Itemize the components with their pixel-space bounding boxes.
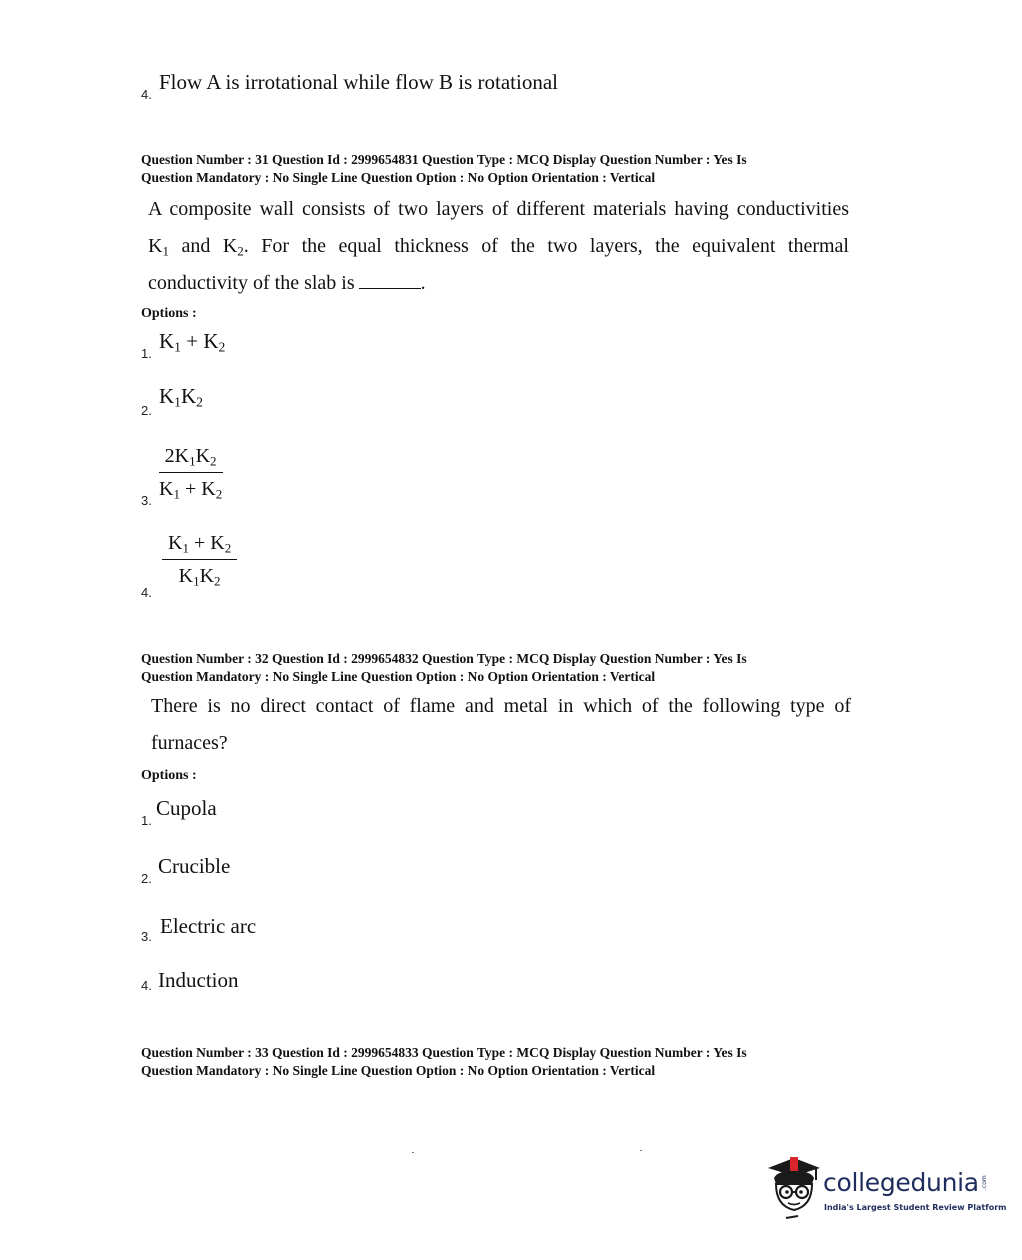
answer-blank — [359, 274, 421, 289]
logo-wordmark: collegedunia — [823, 1168, 979, 1197]
q31-option-3-fraction — [153, 442, 228, 503]
q32-question-text — [151, 688, 851, 762]
q31-meta-line2: Question Mandatory : No Single Line Question Option : No Option Orientation : Vertical — [141, 170, 656, 185]
fraction-denominator: $K_1 + K_2$ — [159, 478, 223, 502]
prev-option-4-text: Flow A is irrotational while flow B is rotational — [159, 70, 558, 94]
collegedunia-logo — [764, 1154, 1007, 1224]
q31-meta-line1: Question Number : 31 Question Id : 2999654831 Question Type : MCQ Display Question Number : Yes Is — [141, 152, 747, 167]
q31-text-line2: $K_1$ and $K_2$. For the equal thickness of the two layers, the equivalent thermal — [148, 235, 849, 259]
scan-artifact — [640, 1150, 642, 1151]
logo-tagline: India's Largest Student Review Platform — [824, 1203, 1007, 1212]
q32-meta-line1: Question Number : 32 Question Id : 2999654832 Question Type : MCQ Display Question Number : Yes Is — [141, 651, 747, 666]
fraction-denominator: $K_1K_2$ — [178, 565, 221, 589]
q31-options-label: Options : — [141, 306, 197, 321]
q32-text-line2: furnaces? — [151, 732, 228, 754]
q32-option-4-number: 4. — [141, 978, 152, 993]
q31-text-line1: A composite wall consists of two layers of different materials having conductivities — [148, 198, 849, 220]
logo-domain-suffix: .com — [981, 1175, 988, 1190]
q31-option-1-formula: $K_1 + K_2$ — [159, 329, 226, 355]
q32-option-2-number: 2. — [141, 871, 152, 886]
q33-meta-line2: Question Mandatory : No Single Line Question Option : No Option Orientation : Vertical — [141, 1063, 656, 1078]
fraction-numerator: $2K_1K_2$ — [159, 442, 223, 473]
q32-option-1-text: Cupola — [156, 796, 217, 820]
q31-metadata — [141, 151, 747, 187]
q31-option-4-fraction — [162, 529, 237, 590]
q32-meta-line2: Question Mandatory : No Single Line Question Option : No Option Orientation : Vertical — [141, 669, 656, 684]
q31-option-2-formula: $K_1K_2$ — [159, 384, 203, 410]
q31-text-line3: conductivity of the slab is . — [148, 272, 426, 294]
q32-option-3-text: Electric arc — [160, 914, 257, 938]
student-mascot-icon — [764, 1154, 824, 1224]
q32-option-4-text: Induction — [158, 968, 239, 992]
scan-artifact — [412, 1152, 414, 1153]
q32-option-2-text: Crucible — [158, 854, 231, 878]
q33-metadata — [141, 1044, 747, 1080]
fraction-numerator: $K_1 + K_2$ — [162, 529, 237, 560]
q31-option-4-number: 4. — [141, 585, 152, 600]
q32-options-label: Options : — [141, 768, 197, 783]
q32-option-1-number: 1. — [141, 813, 152, 828]
q31-option-3-number: 3. — [141, 493, 152, 508]
q31-question-text — [148, 191, 849, 302]
q31-option-1-number: 1. — [141, 346, 152, 361]
q32-metadata — [141, 650, 747, 686]
q32-text-line1: There is no direct contact of flame and metal in which of the following type of — [151, 695, 851, 717]
q31-option-2-number: 2. — [141, 403, 152, 418]
prev-option-4-number: 4. — [141, 87, 152, 102]
q32-option-3-number: 3. — [141, 929, 152, 944]
q33-meta-line1: Question Number : 33 Question Id : 2999654833 Question Type : MCQ Display Question Number : Yes Is — [141, 1045, 747, 1060]
